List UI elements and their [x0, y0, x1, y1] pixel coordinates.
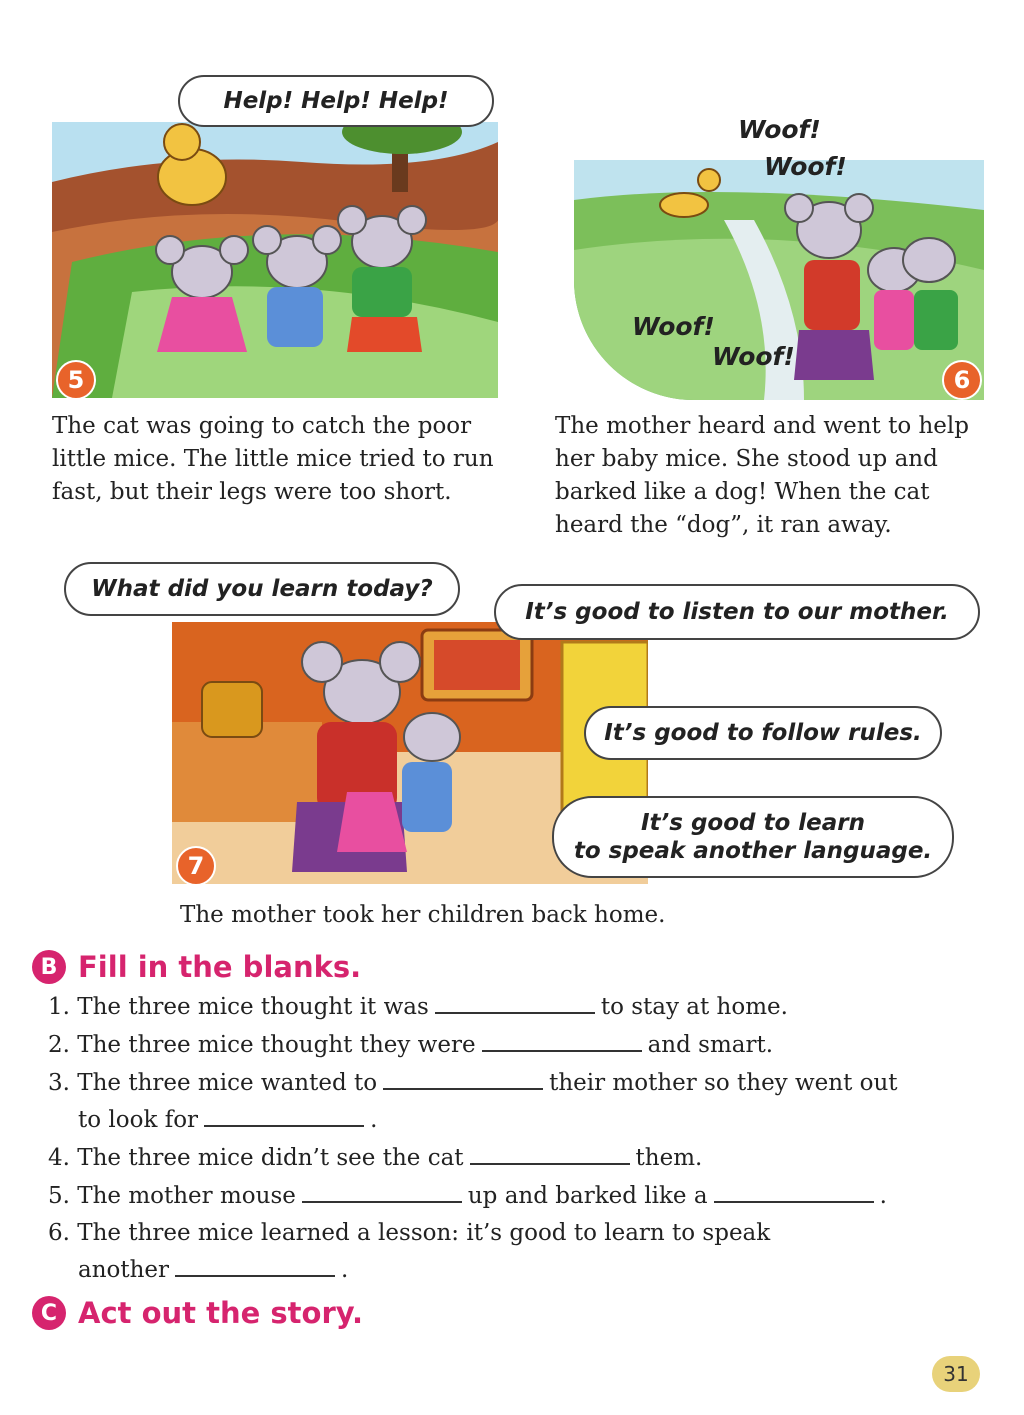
exercise-item [48, 1070, 898, 1096]
exercise-item [48, 1183, 887, 1209]
woof-sound-effect: Woof! [738, 115, 821, 144]
speech-bubble: Help! Help! Help! [178, 75, 494, 127]
panel-number-badge: 6 [942, 360, 982, 400]
answer-blank[interactable] [175, 1257, 335, 1277]
item-text: The three mice didn’t see the cat [77, 1145, 464, 1171]
item-text: . [341, 1257, 349, 1283]
comic-panel-5 [52, 122, 498, 398]
speech-bubble: It’s good to listen to our mother. [494, 584, 980, 640]
item-number: 2. [48, 1032, 70, 1058]
caption-line: barked like a dog! When the cat [555, 479, 930, 505]
panel-6-caption [555, 410, 969, 542]
speech-line: to speak another language. [573, 838, 933, 864]
item-number: 3. [48, 1070, 70, 1096]
panel-5-illustration [52, 122, 498, 398]
item-text: The three mice thought it was [77, 994, 429, 1020]
item-number: 6. [48, 1220, 70, 1246]
woof-sound-effect: Woof! [764, 152, 847, 181]
panel-7-caption: The mother took her children back home. [180, 902, 666, 928]
exercise-item-continuation [78, 1107, 377, 1133]
item-text: another [78, 1257, 170, 1283]
caption-line: The mother heard and went to help [555, 413, 969, 439]
item-text: The mother mouse [77, 1183, 296, 1209]
item-text: up and barked like a [467, 1183, 708, 1209]
item-text: The three mice wanted to [77, 1070, 378, 1096]
item-number: 4. [48, 1145, 70, 1171]
item-text: to look for [78, 1107, 199, 1133]
speech-bubble: It’s good to follow rules. [584, 706, 942, 760]
caption-line: heard the “dog”, it ran away. [555, 512, 892, 538]
woof-sound-effect: Woof! [712, 342, 795, 371]
speech-line: It’s good to learn [640, 810, 866, 836]
item-number: 1. [48, 994, 70, 1020]
item-text: The three mice thought they were [77, 1032, 476, 1058]
exercise-item [48, 1220, 770, 1246]
page-number: 31 [932, 1356, 980, 1392]
answer-blank[interactable] [383, 1070, 543, 1090]
section-c-heading [32, 1296, 363, 1330]
exercise-item [48, 1145, 702, 1171]
speech-bubble: What did you learn today? [64, 562, 460, 616]
section-letter-c: C [32, 1296, 66, 1330]
exercise-item [48, 1032, 773, 1058]
answer-blank[interactable] [435, 994, 595, 1014]
caption-line: fast, but their legs were too short. [52, 479, 452, 505]
section-b-heading [32, 950, 361, 984]
item-text: and smart. [647, 1032, 774, 1058]
item-number: 5. [48, 1183, 70, 1209]
item-text: them. [635, 1145, 703, 1171]
panel-number-badge: 7 [176, 846, 216, 886]
exercise-item-continuation [78, 1257, 348, 1283]
exercise-item [48, 994, 788, 1020]
speech-bubble [552, 796, 954, 878]
item-text: . [879, 1183, 887, 1209]
answer-blank[interactable] [482, 1032, 642, 1052]
woof-sound-effect: Woof! [632, 312, 715, 341]
section-letter-b: B [32, 950, 66, 984]
section-title: Fill in the blanks. [78, 950, 362, 984]
answer-blank[interactable] [302, 1183, 462, 1203]
answer-blank[interactable] [470, 1145, 630, 1165]
panel-number-badge: 5 [56, 360, 96, 400]
item-text: to stay at home. [600, 994, 788, 1020]
section-title: Act out the story. [78, 1296, 364, 1330]
item-text: . [370, 1107, 378, 1133]
answer-blank[interactable] [714, 1183, 874, 1203]
caption-line: her baby mice. She stood up and [555, 446, 938, 472]
item-text: their mother so they went out [549, 1070, 898, 1096]
caption-line: The cat was going to catch the poor [52, 413, 472, 439]
panel-5-caption [52, 410, 494, 509]
answer-blank[interactable] [204, 1107, 364, 1127]
item-text: The three mice learned a lesson: it’s good to learn to speak [77, 1220, 771, 1246]
caption-line: little mice. The little mice tried to run [52, 446, 494, 472]
